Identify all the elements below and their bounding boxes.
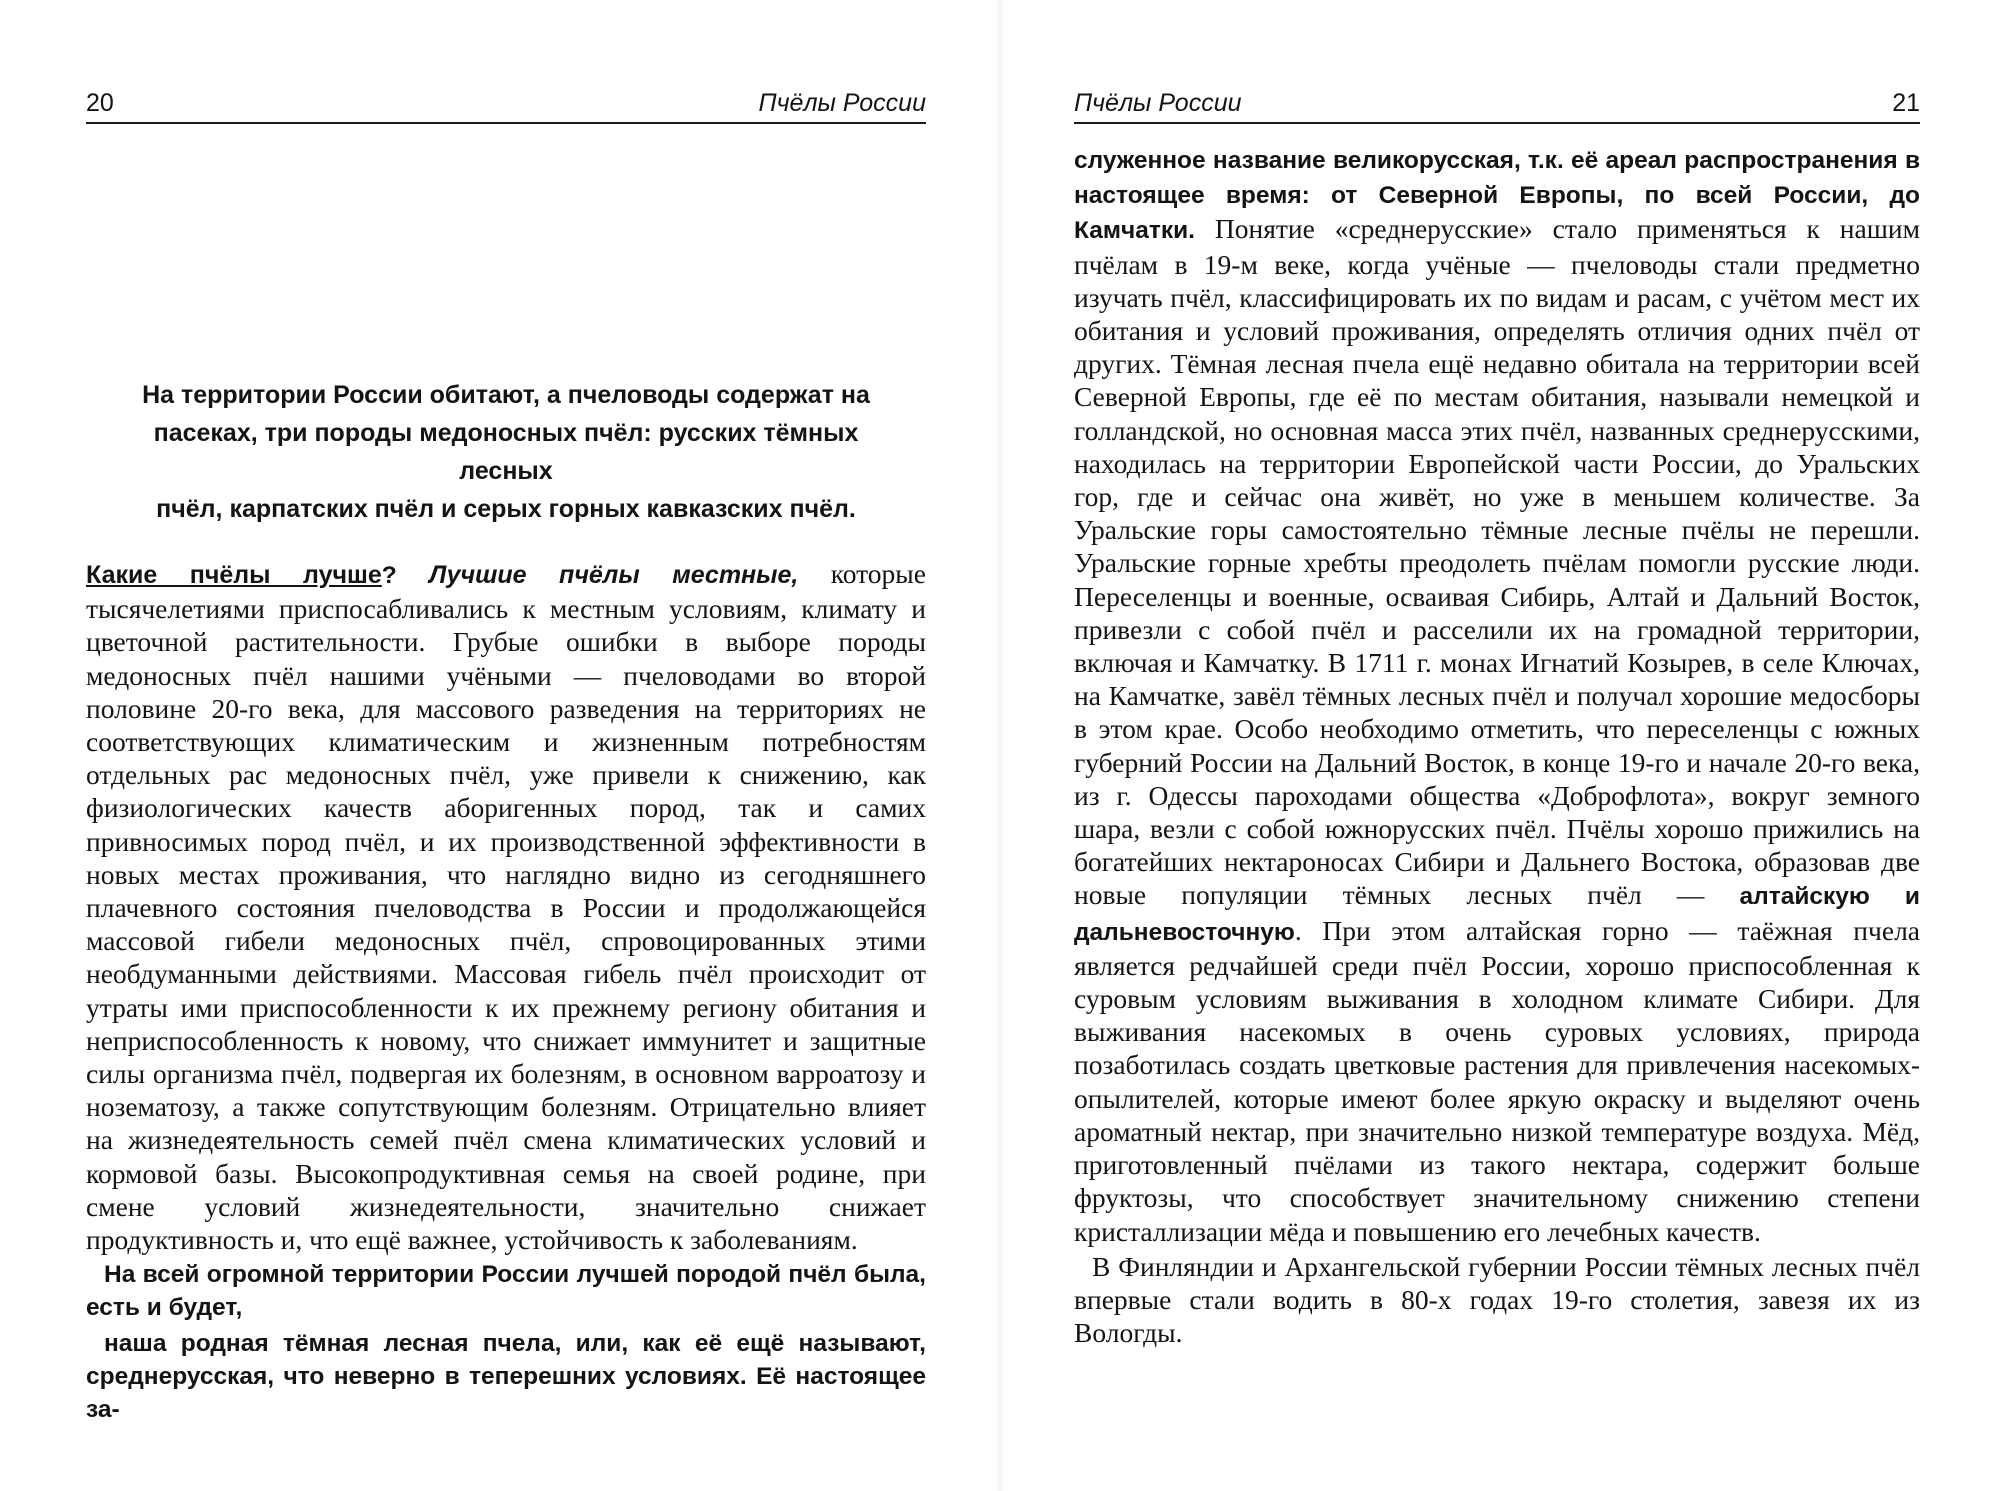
right-page	[1000, 0, 2000, 1491]
bold-populations: алтайскую и дальневосточную	[1074, 883, 1920, 946]
bold-paragraph: На всей огромной территории России лучшей породой пчёл была, есть и будет,	[86, 1261, 926, 1322]
paragraph-best-bees	[86, 557, 926, 1256]
lead-line: На территории России обитают, а пчеловоды содержат на	[142, 381, 870, 409]
right-page-content	[1074, 142, 1920, 1349]
left-running-title: Пчёлы России	[758, 89, 926, 117]
left-page-content	[86, 180, 926, 1426]
right-running-title: Пчёлы России	[1074, 89, 1242, 117]
left-page-header	[86, 86, 926, 124]
bold-paragraph: наша родная тёмная лесная пчела, или, как её ещё называют, среднерусская, что неверно в теперешних условиях. Её настоящее за-	[86, 1329, 926, 1424]
left-page-number: 20	[86, 89, 114, 117]
question-mark: ?	[381, 562, 397, 589]
paragraph-finland: В Финляндии и Архангельской губернии России тёмных лесных пчёл впервые стали водить в 80-х годах 19-го столетия, завезя их из Вологды.	[1074, 1250, 1920, 1349]
answer-text: Лучшие пчёлы местные,	[429, 561, 799, 589]
question-heading: Какие пчёлы лучше	[86, 561, 382, 589]
paragraph-main	[1074, 142, 1920, 1248]
lead-statement	[106, 376, 906, 528]
lead-line: пчёл, карпатских пчёл и серых горных кавказских пчёл.	[156, 495, 856, 523]
paragraph-text: . При этом алтайская горно — таёжная пчела является редчайшей среди пчёл России, хорошо приспособленная к суровым условиям выживания в холодном климате Сибири. Для выживания насекомых в очень суровых условиях, природа позаботилась создать цветковые растения для привлечения насекомых-опылителей, которые имеют более яркую окраску и выделяют очень ароматный нектар, при значительно низкой температуре воздуха. Мёд, приготовленный пчёлами из такого нектара, содержит больше фруктозы, что способствует значительному снижению степени кристаллизации мёда и повышению его лечебных качеств.	[1074, 914, 1920, 1247]
right-page-number: 21	[1892, 89, 1920, 117]
paragraph-text: которые тысячелетиями приспосабливались к местным условиям, климату и цветочной растительности. Грубые ошибки в выборе породы медоносных пчёл нашими учёными — пчеловодами во второй половине 20-го века, для массового разведения на территориях не соответствующих климатическим и жизненным потребностям отдельных рас медоносных пчёл, уже привели к снижению, как физиологических качеств аборигенных пород, так и самих привносимых пород пчёл, и их производственной эффективности в новых местах проживания, что наглядно видно из сегодняшнего плачевного состояния пчеловодства в России и продолжающейся массовой гибели медоносных пчёл, спровоцированных этими необдуманными действиями. Массовая гибель пчёл происходит от утраты ими приспособленности к их прежнему региону обитания и неприспособленность к новому, что снижает иммунитет и защитные силы организма пчёл, подвергая их болезням, в основном варроатозу и нозематозу, а также сопутствующим болезням. Отрицательно влияет на жизнедеятельность семей пчёл смена климатических условий и кормовой базы. Высокопродуктивная семья на своей родине, при смене условий жизнедеятельности, значительно снижает продуктивность и, что ещё важнее, устойчивость к заболеваниям.	[86, 558, 926, 1256]
lead-line: пасеках, три породы медоносных пчёл: русских тёмных лесных	[153, 419, 859, 485]
paragraph-text: Понятие «среднерусские» стало применяться к нашим пчёлам в 19-м веке, когда учёные — пчеловоды стали предметно изучать пчёл, классифицировать их по видам и расам, с учётом мест их обитания и условий проживания, определять отличия одних пчёл от других. Тёмная лесная пчела ещё недавно обитала на территории всей Северной Европы, где её по местам обитания, называли немецкой и голландской, но основная масса этих пчёл, названных среднерусскими, находилась на территории Европейской части России, до Уральских гор, где и сейчас она живёт, но уже в меньшем количестве. За Уральские горы самостоятельно тёмные лесные пчёлы не перешли. Уральские горные хребты преодолеть пчёлам помогли русские люди. Переселенцы и военные, осваивая Сибирь, Алтай и Дальний Восток, привезли с собой пчёл и расселили их на громадной территории, включая и Камчатку. В 1711 г. монах Игнатий Козырев, в селе Ключах, на Камчатке, завёл тёмных лесных пчёл и получал хорошие медосборы в этом крае. Особо необходимо отметить, что переселенцы с южных губерний России на Дальний Восток, в конце 19-го и начале 20-го века, из г. Одессы пароходами общества «Доброфлота», вокруг земного шара, везли с собой южнорусских пчёл. Пчёлы хорошо прижились на богатейших нектароносах Сибири и Дальнего Востока, образовав две новые популяции тёмных лесных пчёл —	[1074, 213, 1920, 911]
bold-continuation: служенное название великорусская, т.к. её ареал распространения в настоящее время: от Северной Европы, по всей России, до Камчатки.	[1074, 147, 1920, 245]
right-page-header	[1074, 86, 1920, 124]
